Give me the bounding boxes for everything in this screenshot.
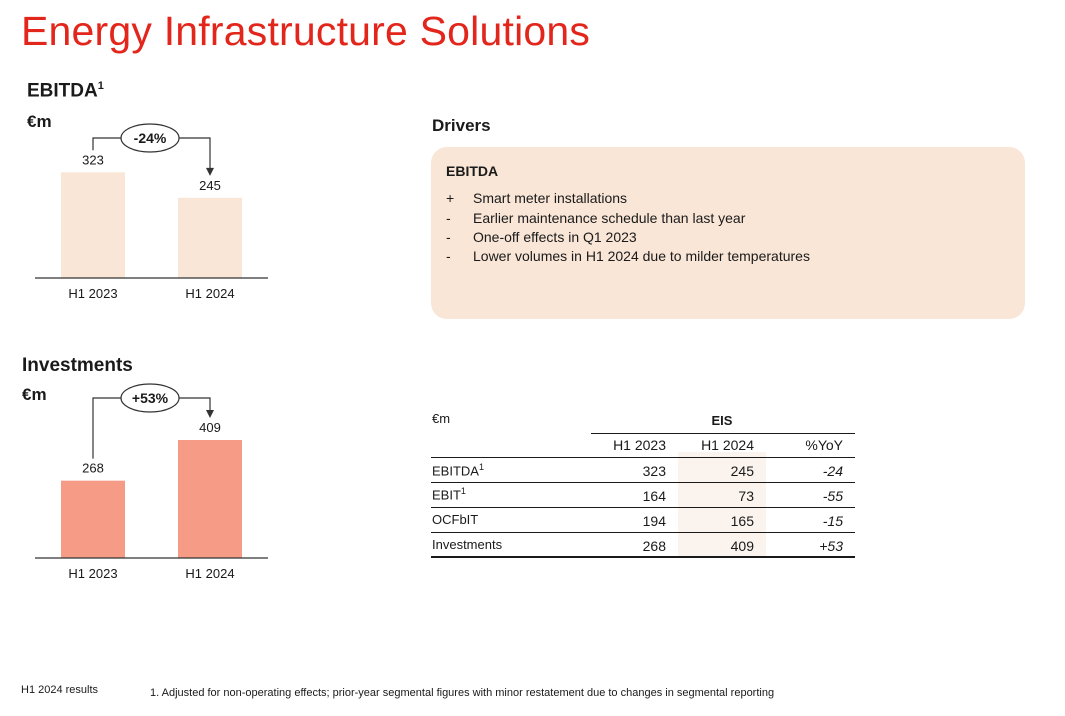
table-cell-h1-2024: 245	[730, 463, 754, 479]
page-title: Energy Infrastructure Solutions	[21, 8, 591, 54]
change-percent-label: -24%	[133, 130, 167, 146]
footer-left-label: H1 2024 results	[21, 684, 99, 696]
table-row-label	[432, 462, 612, 478]
driver-text: Lower volumes in H1 2024 due to milder temperatures	[473, 248, 810, 264]
footnote-mark: 1	[478, 462, 484, 472]
bar-value-label: 268	[82, 460, 104, 476]
table-cell-h1-2023: 194	[642, 513, 666, 529]
table-row-rule	[431, 532, 855, 533]
table-row-label	[432, 486, 612, 502]
table-bottom-rule	[431, 556, 855, 558]
driver-sign: -	[446, 229, 451, 245]
bar-h1-2024	[178, 440, 242, 558]
drivers-title: Drivers	[432, 116, 491, 135]
investments-bar-chart	[0, 0, 300, 600]
table-cell-h1-2024: 409	[730, 538, 754, 554]
table-row-label: Investments	[432, 537, 503, 552]
driver-item	[446, 190, 627, 206]
driver-item	[446, 229, 637, 245]
col-header-h1-2023: H1 2023	[613, 437, 666, 453]
table-cell-yoy: +53	[819, 538, 843, 554]
col-header-yoy: %YoY	[805, 437, 843, 453]
table-cell-h1-2023: 164	[642, 488, 666, 504]
bar-h1-2023	[61, 481, 125, 558]
change-percent-label: +53%	[131, 390, 169, 406]
category-label: H1 2024	[185, 566, 235, 581]
driver-text: One-off effects in Q1 2023	[473, 229, 637, 245]
footer-footnote: 1. Adjusted for non-operating effects; prior-year segmental figures with minor restatement due to changes in segmental reporting	[150, 687, 775, 699]
driver-sign: +	[446, 190, 455, 206]
investments-unit-label: €m	[22, 385, 47, 404]
table-cell-h1-2024: 73	[738, 488, 754, 504]
arrow-head-icon	[206, 410, 214, 418]
table-cell-yoy: -24	[822, 463, 843, 479]
table-header-rule	[431, 457, 855, 458]
table-row-rule	[431, 482, 855, 483]
category-label: H1 2023	[68, 566, 118, 581]
table-row-label: OCFbIT	[432, 512, 479, 527]
bar-value-label: 323	[82, 152, 104, 168]
table-row-rule	[431, 507, 855, 508]
driver-sign: -	[446, 210, 451, 226]
table-cell-yoy: -55	[822, 488, 843, 504]
table-cell-h1-2023: 323	[642, 463, 666, 479]
table-group-header: EIS	[711, 413, 733, 428]
driver-sign: -	[446, 248, 451, 264]
category-label: H1 2023	[68, 286, 118, 301]
table-group-rule	[591, 433, 855, 434]
table-cell-h1-2023: 268	[642, 538, 666, 554]
row-label-text: EBIT	[432, 487, 461, 503]
bar-value-label: 245	[199, 177, 221, 193]
ebitda-unit-label: €m	[27, 112, 52, 131]
bar-value-label: 409	[199, 420, 221, 435]
col-header-h1-2024: H1 2024	[701, 437, 754, 453]
table-unit-label: €m	[432, 411, 451, 426]
driver-text: Smart meter installations	[473, 190, 628, 206]
drivers-box	[431, 147, 1025, 319]
row-label-text: EBITDA	[432, 463, 479, 479]
footnote-mark: 1	[97, 80, 104, 92]
table-cell-yoy: -15	[822, 513, 843, 529]
driver-text: Earlier maintenance schedule than last year	[473, 210, 746, 226]
footnote-mark: 1	[460, 486, 466, 496]
table-cell-h1-2024: 165	[730, 513, 754, 529]
driver-item	[446, 210, 745, 226]
drivers-box-title: EBITDA	[446, 163, 499, 179]
ebitda-heading-text: EBITDA	[27, 80, 98, 102]
investments-chart-heading: Investments	[22, 355, 133, 376]
category-label: H1 2024	[185, 286, 235, 301]
driver-item	[446, 248, 810, 264]
